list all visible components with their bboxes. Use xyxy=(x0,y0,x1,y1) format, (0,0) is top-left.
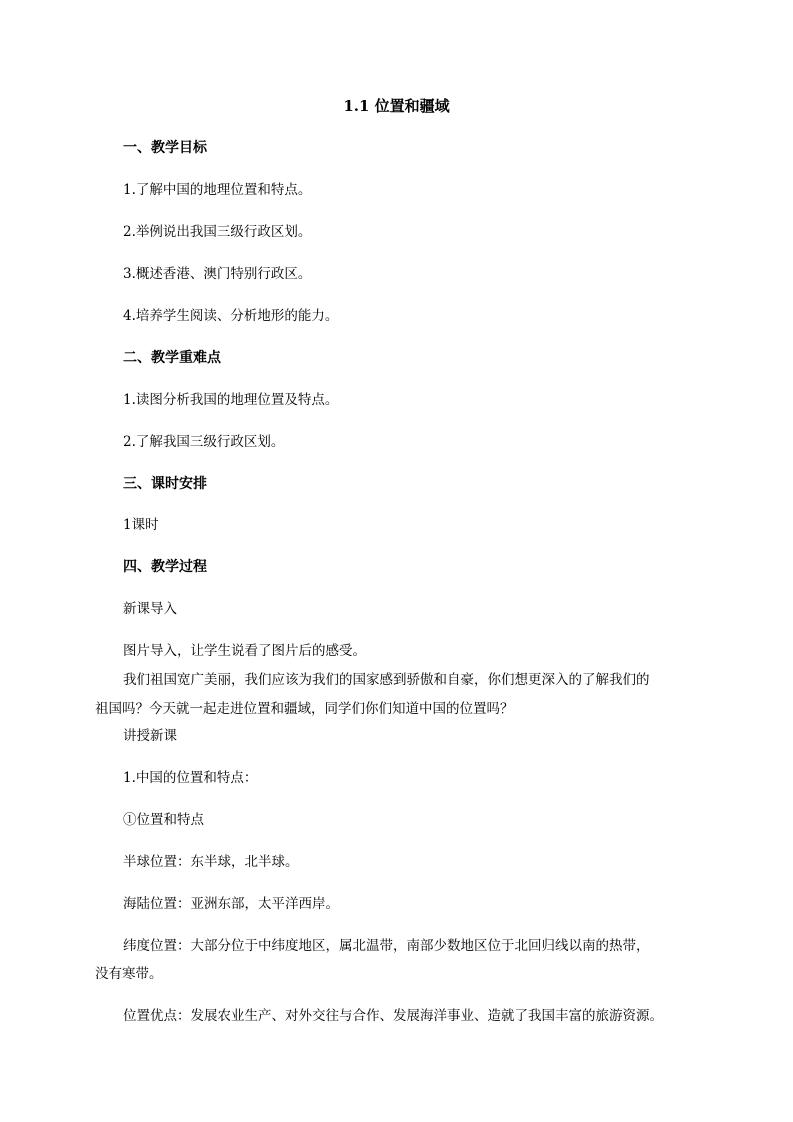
advantage-text: 位置优点：发展农业生产、对外交往与合作、发展海洋事业、造就了我国丰富的旅游资源。 xyxy=(123,1008,663,1024)
section-heading-difficulties: 二、教学重难点 xyxy=(123,350,221,366)
goal-item-1: 1.了解中国的地理位置和特点。 xyxy=(123,182,312,198)
goal-item-3: 3.概述香港、澳门特别行政区。 xyxy=(123,266,312,282)
document-title: 1.1 位置和疆域 xyxy=(343,97,450,115)
paragraph-line: 我们祖国宽广美丽，我们应该为我们的国家感到骄傲和自豪，你们想更深入的了解我们的 xyxy=(123,672,650,688)
point-heading: 1.中国的位置和特点： xyxy=(123,770,258,786)
latitude-text-line: 纬度位置：大部分位于中纬度地区，属北温带，南部少数地区位于北回归线以南的热带， xyxy=(123,938,650,954)
paragraph-line: 祖国吗？今天就一起走进位置和疆域，同学们你们知道中国的位置吗？ xyxy=(95,701,514,717)
section-heading-goals: 一、教学目标 xyxy=(123,140,207,156)
schedule-text: 1课时 xyxy=(123,517,159,533)
difficulty-item-2: 2.了解我国三级行政区划。 xyxy=(123,434,285,450)
goal-item-4: 4.培养学生阅读、分析地形的能力。 xyxy=(123,308,339,324)
goal-item-2: 2.举例说出我国三级行政区划。 xyxy=(123,224,312,240)
section-heading-schedule: 三、课时安排 xyxy=(123,476,207,492)
difficulty-item-1: 1.读图分析我国的地理位置及特点。 xyxy=(123,392,339,408)
latitude-text-line: 没有寒带。 xyxy=(95,966,163,982)
sea-land-text: 海陆位置：亚洲东部，太平洋西岸。 xyxy=(123,896,339,912)
hemisphere-text: 半球位置：东半球，北半球。 xyxy=(123,854,299,870)
sub-heading: ①位置和特点 xyxy=(123,812,204,828)
intro-text: 图片导入，让学生说看了图片后的感受。 xyxy=(123,643,366,659)
section-heading-process: 四、教学过程 xyxy=(123,559,207,575)
new-lesson-label: 讲授新课 xyxy=(123,728,177,744)
intro-label: 新课导入 xyxy=(123,601,177,617)
